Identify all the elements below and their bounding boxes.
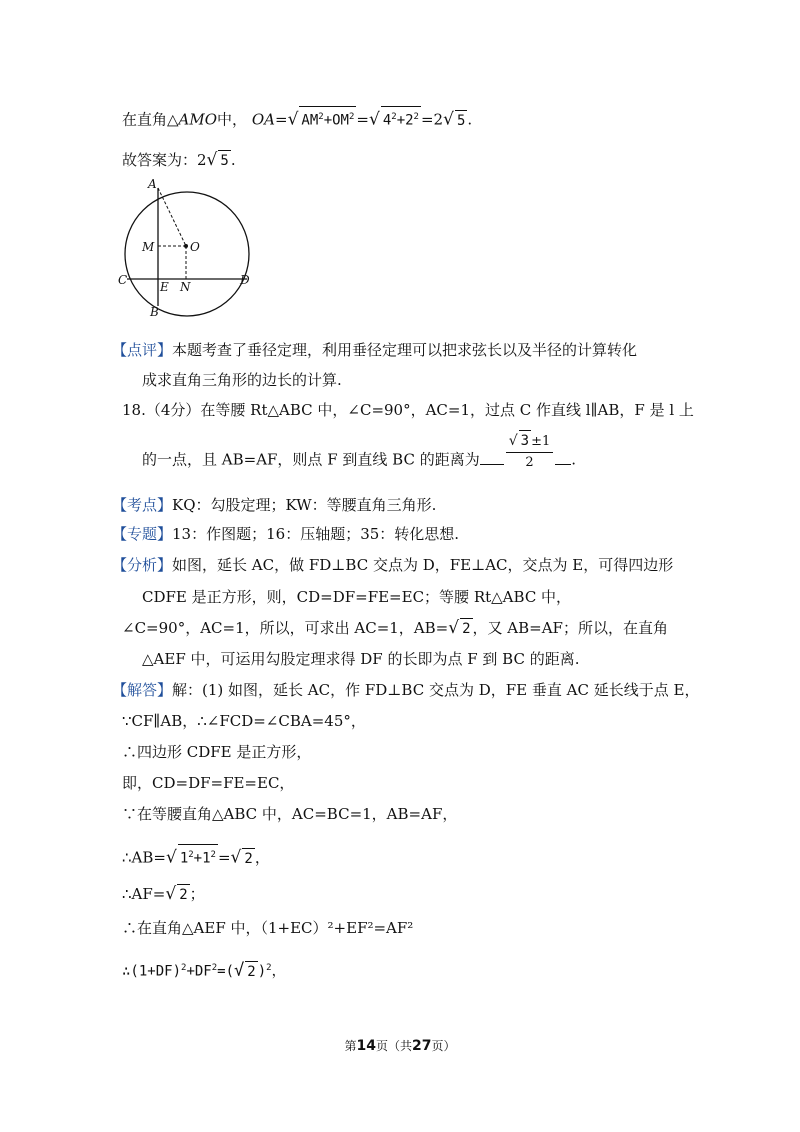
jieda-line: 【解答】解：(1) 如图，延长 AC，作 FD⊥BC 交点为 D，FE 垂直 AC 延长线于点 E， [112, 681, 700, 699]
fenxi-line4: △AEF 中，可运用勾股定理求得 DF 的长即为点 F 到 BC 的距离. [142, 650, 580, 668]
fenxi-line1: 【分析】如图，延长 AC，做 FD⊥BC 交点为 D，FE⊥AC，交点为 E，可得四边形 [112, 556, 674, 574]
step-2: ∴四边形 CDFE 是正方形， [122, 743, 312, 761]
label-e: E [160, 280, 169, 294]
step-8: $\therefore(1+DF)^2+DF^2=(√$ 2 )$^2$， [122, 960, 286, 981]
answer-fraction: $\frac{√ 3 \pm 1}{2}$ [506, 430, 554, 473]
label-a: A [148, 177, 157, 191]
comment-line1: 【点评】本题考查了垂径定理，利用垂径定理可以把求弦长以及半径的计算转化 [112, 341, 638, 359]
kaodian-line: 【考点】KQ：勾股定理；KW：等腰直角三角形. [112, 496, 437, 514]
answer-line: 故答案为：2√ 5 . [122, 150, 236, 170]
question-18-line2: 的一点，且 AB=AF，则点 F 到直线 BC 的距离为 $\frac{√ 3 \pm 1}{2}$ . [142, 448, 576, 473]
step-6: ∴AF=√ 2 ； [122, 884, 205, 904]
label-o: O [190, 240, 200, 254]
step-3: 即，CD=DF=FE=EC， [122, 774, 295, 792]
page-footer: 第14页（共27页） [344, 1038, 456, 1054]
label-m: M [142, 240, 155, 254]
fenxi-line2: CDFE 是正方形，则，CD=DF=FE=EC；等腰 Rt△ABC 中， [142, 588, 572, 606]
circle-figure [112, 176, 262, 322]
fenxi-line3: ∠C=90°，AC=1，所以，可求出 AC=1，AB=√ 2 ，又 AB=AF；所以，在直角 [122, 618, 668, 638]
text-line-oa: 在直角△AMO中， OA=√ $AM^2+OM^2$ =√ $4^2+2^2 =2√$ 5 . [122, 106, 472, 131]
step-1: ∵CF∥AB，∴∠FCD=∠CBA=45°， [122, 712, 366, 730]
step-4: ∵在等腰直角△ABC 中，AC=BC=1，AB=AF， [122, 805, 458, 823]
step-5: ∴AB=√ $1^2+1^2$ =√ 2 ， [122, 844, 270, 869]
zhuanti-line: 【专题】13：作图题；16：压轴题；35：转化思想. [112, 525, 460, 543]
label-d: D [240, 273, 250, 287]
label-c: C [118, 273, 128, 287]
label-n: N [180, 280, 191, 294]
label-b: B [150, 305, 159, 319]
comment-line2: 成求直角三角形的边长的计算. [142, 371, 342, 389]
question-18-line1: 18.（4分）在等腰 Rt△ABC 中，∠C=90°，AC=1，过点 C 作直线 l∥AB，F 是 l 上 [122, 401, 694, 419]
step-7: ∴在直角△AEF 中，（1+EC）²+EF²=AF² [122, 919, 414, 937]
